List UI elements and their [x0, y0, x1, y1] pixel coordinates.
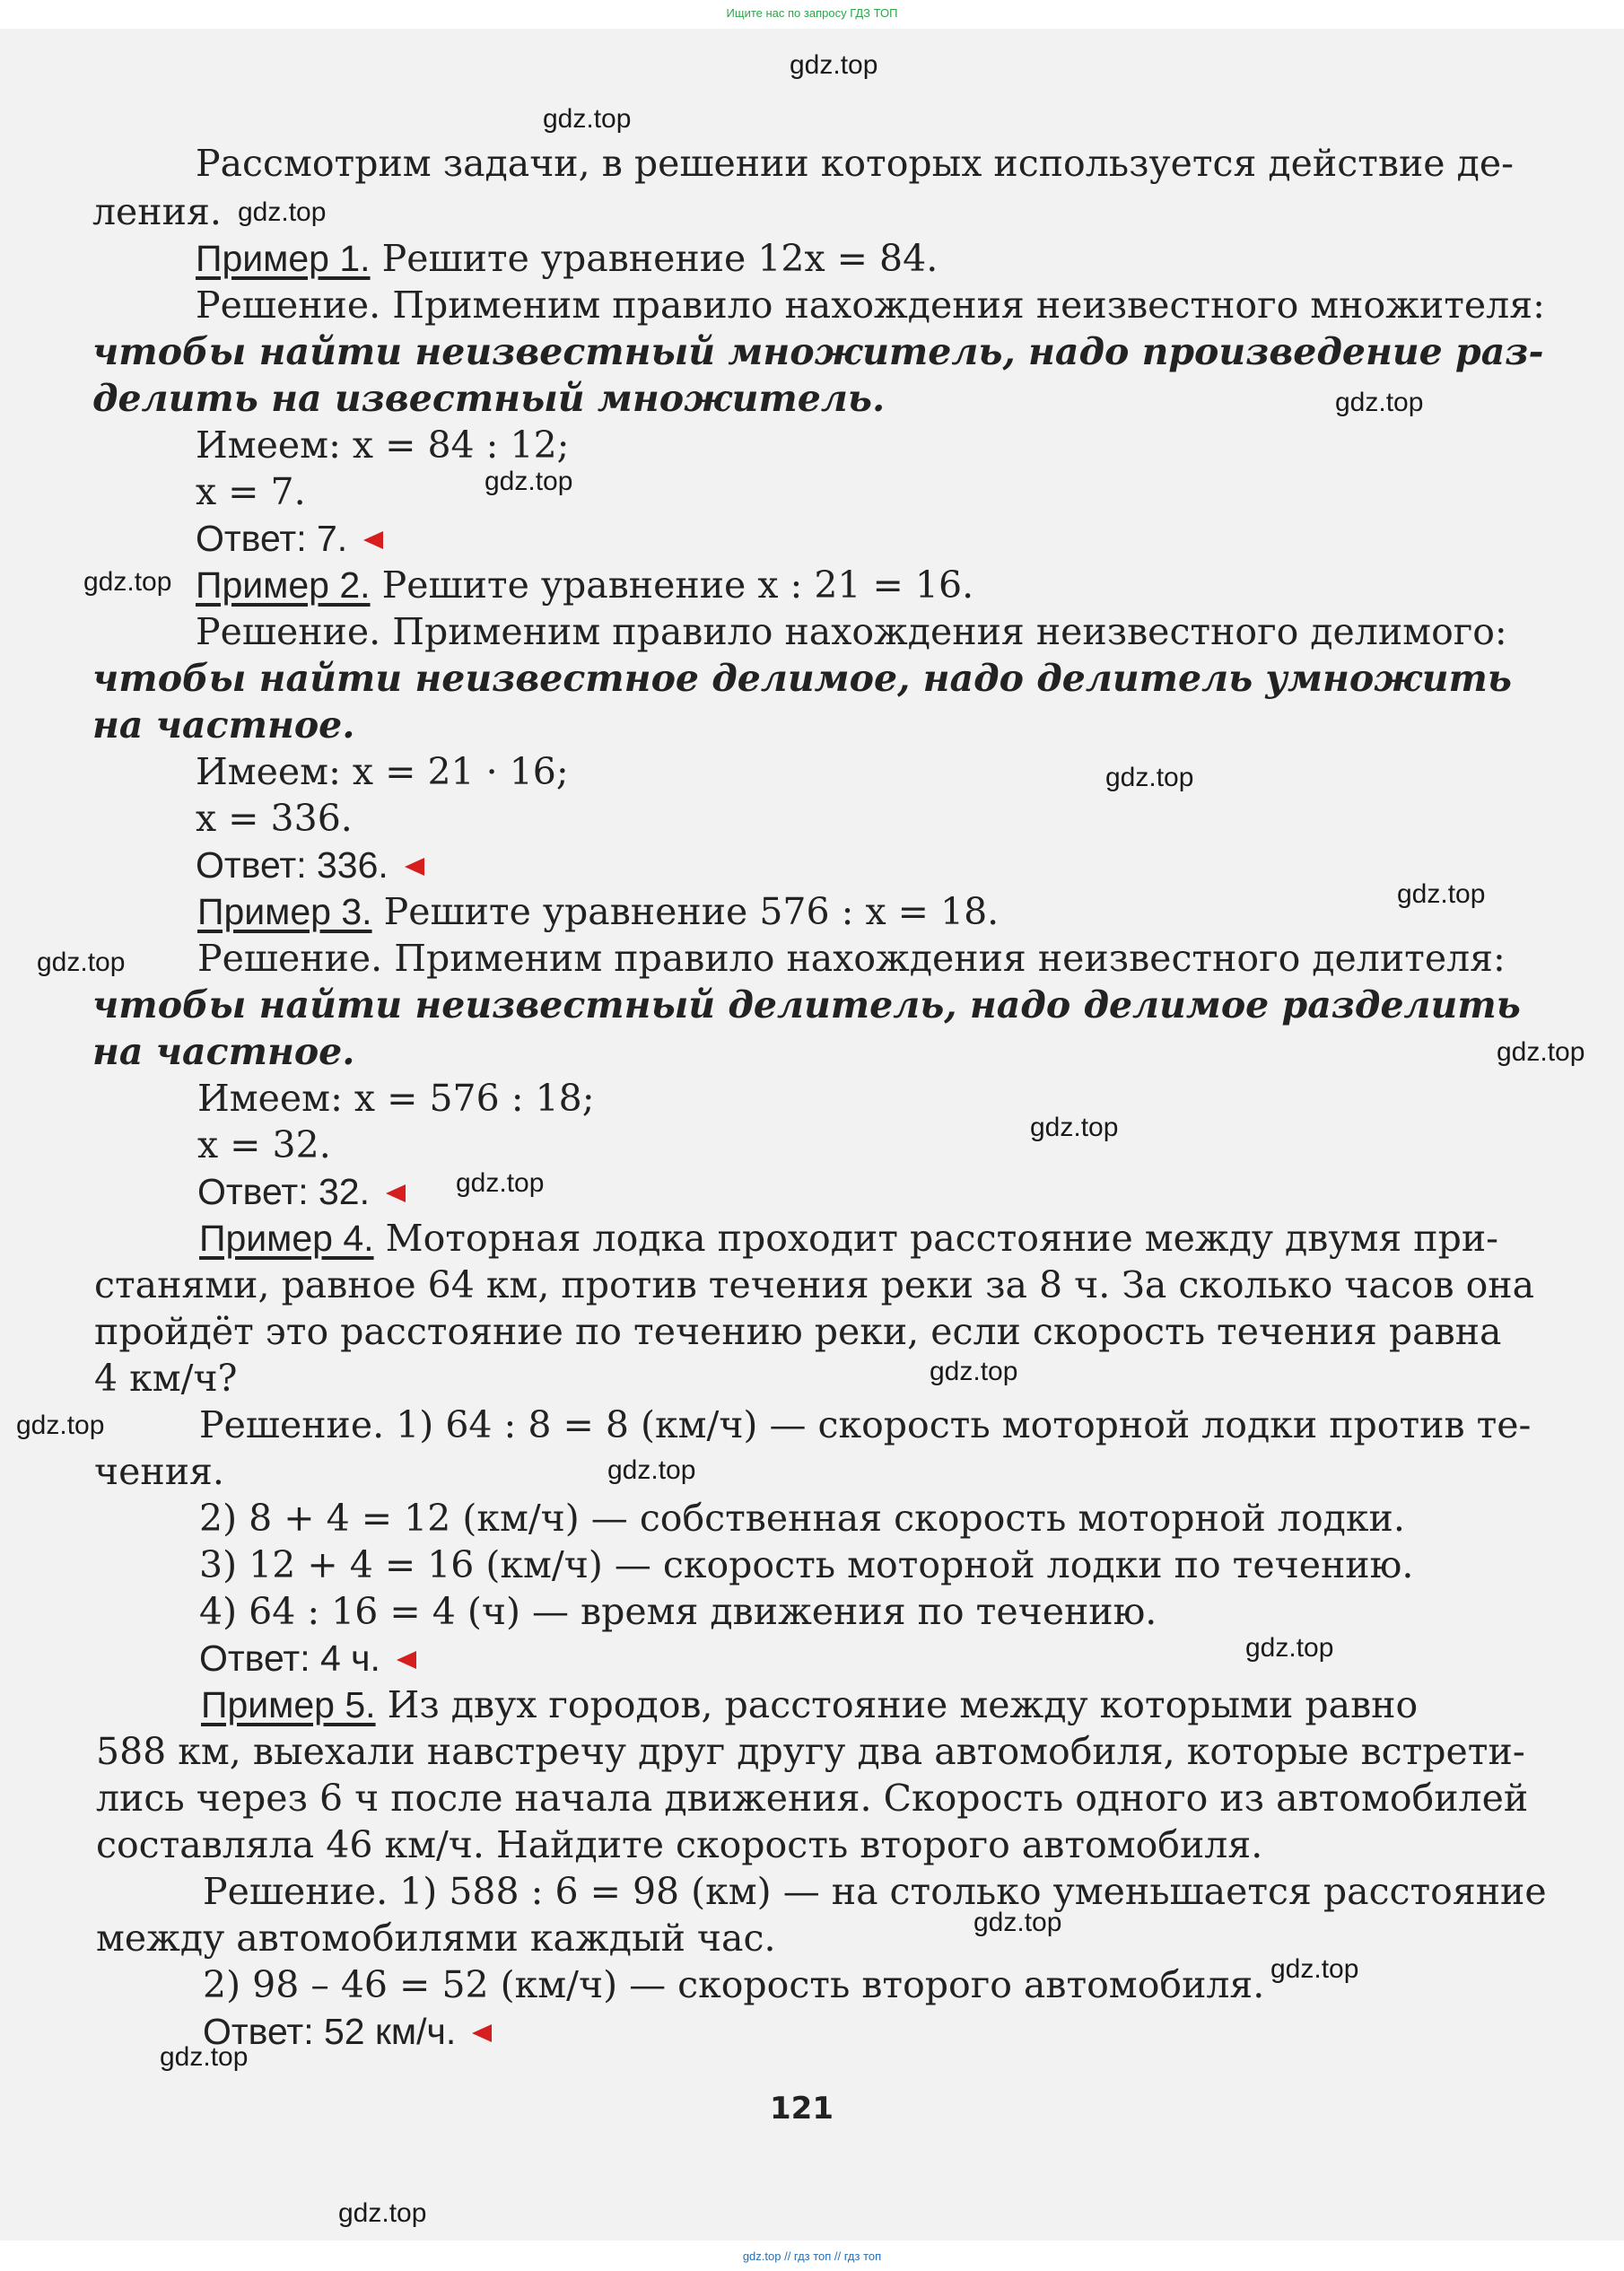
- watermark: gdz.top: [160, 2042, 249, 2072]
- example-5-solution-3: 2) 98 – 46 = 52 (км/ч) — скорость второго автомобиля.: [203, 1963, 1265, 2006]
- watermark: gdz.top: [607, 1455, 696, 1485]
- example-4-solution-1: Решение. 1) 64 : 8 = 8 (км/ч) — скорость моторной лодки против те-: [199, 1403, 1532, 1446]
- example-5-task-2: 588 км, выехали навстречу друг другу два автомобиля, которые встрети-: [96, 1730, 1525, 1773]
- example-2-task: Решите уравнение x : 21 = 16.: [381, 563, 974, 607]
- example-1-label: Пример 1.: [196, 238, 371, 279]
- watermark: gdz.top: [974, 1908, 1062, 1937]
- end-marker-icon: [386, 1184, 406, 1202]
- example-2-answer-line: [196, 842, 424, 888]
- example-4-task-2: станями, равное 64 км, против течения реки за 8 ч. За сколько часов она: [94, 1263, 1535, 1306]
- watermark: gdz.top: [790, 50, 878, 80]
- example-3-rule-1: чтобы найти неизвестный делитель, надо делимое разделить: [92, 983, 1521, 1026]
- example-3-rule-2: на частное.: [92, 1030, 355, 1073]
- example-3-solution: Решение. Применим правило нахождения неизвестного делителя:: [197, 937, 1506, 980]
- page-number: 121: [770, 2091, 834, 2127]
- example-5-answer: Ответ: 52 км/ч.: [203, 2011, 457, 2052]
- watermark: gdz.top: [1270, 1954, 1359, 1984]
- example-3-calc-1: Имеем: x = 576 : 18;: [197, 1077, 595, 1120]
- example-4-solution-5: 4) 64 : 16 = 4 (ч) — время движения по течению.: [199, 1590, 1157, 1633]
- example-3-calc-2: x = 32.: [197, 1123, 331, 1166]
- example-2-rule-1: чтобы найти неизвестное делимое, надо делитель умножить: [92, 657, 1512, 700]
- example-5-solution-2: между автомобилями каждый час.: [96, 1917, 776, 1960]
- top-banner: Ищите нас по запросу ГДЗ ТОП: [726, 6, 898, 20]
- watermark: gdz.top: [543, 104, 632, 134]
- example-4-solution-3: 2) 8 + 4 = 12 (км/ч) — собственная скорость моторной лодки.: [199, 1497, 1405, 1540]
- example-3-heading: [197, 888, 999, 935]
- example-5-heading: [201, 1681, 1418, 1728]
- example-4-label: Пример 4.: [199, 1218, 374, 1259]
- example-3-answer-line: [197, 1168, 406, 1215]
- watermark: gdz.top: [238, 197, 327, 227]
- example-1-answer-line: [196, 515, 383, 562]
- watermark: gdz.top: [1245, 1633, 1334, 1663]
- example-2-solution: Решение. Применим правило нахождения неизвестного делимого:: [196, 610, 1507, 653]
- example-3-label: Пример 3.: [197, 891, 372, 932]
- example-1-solution: Решение. Применим правило нахождения неизвестного множителя:: [196, 284, 1545, 327]
- watermark: gdz.top: [37, 948, 126, 977]
- intro-line-2: ления.: [92, 190, 222, 233]
- watermark: gdz.top: [16, 1411, 105, 1440]
- example-4-answer: Ответ: 4 ч.: [199, 1638, 380, 1679]
- example-1-calc-1: Имеем: x = 84 : 12;: [196, 424, 570, 467]
- watermark: gdz.top: [930, 1357, 1018, 1386]
- watermark: gdz.top: [456, 1168, 545, 1198]
- watermark: gdz.top: [1105, 763, 1194, 792]
- example-3-task: Решите уравнение 576 : x = 18.: [383, 890, 1000, 933]
- example-4-task-1: Моторная лодка проходит расстояние между двумя при-: [385, 1217, 1499, 1260]
- watermark: gdz.top: [1335, 388, 1424, 417]
- watermark: gdz.top: [83, 567, 172, 597]
- example-2-label: Пример 2.: [196, 564, 371, 606]
- watermark: gdz.top: [1497, 1037, 1585, 1067]
- example-4-solution-2: чения.: [94, 1450, 224, 1493]
- example-2-rule-2: на частное.: [92, 703, 355, 747]
- intro-line-1: Рассмотрим задачи, в решении которых используется действие де-: [196, 142, 1514, 185]
- watermark: gdz.top: [1030, 1113, 1119, 1142]
- example-4-answer-line: [199, 1635, 416, 1681]
- watermark: gdz.top: [338, 2198, 427, 2228]
- example-1-answer: Ответ: 7.: [196, 518, 348, 559]
- example-1-rule-1: чтобы найти неизвестный множитель, надо произведение раз-: [92, 330, 1544, 373]
- example-5-task-3: лись через 6 ч после начала движения. Скорость одного из автомобилей: [96, 1777, 1529, 1820]
- end-marker-icon: [397, 1651, 416, 1669]
- example-2-heading: [196, 562, 974, 608]
- example-5-solution-1: Решение. 1) 588 : 6 = 98 (км) — на столько уменьшается расстояние: [203, 1870, 1547, 1913]
- example-1-task: Решите уравнение 12x = 84.: [381, 237, 939, 280]
- example-1-calc-2: x = 7.: [196, 470, 306, 513]
- example-4-task-4: 4 км/ч?: [94, 1357, 238, 1400]
- example-5-task-4: составляла 46 км/ч. Найдите скорость второго автомобиля.: [96, 1823, 1263, 1866]
- example-4-task-3: пройдёт это расстояние по течению реки, если скорость течения равна: [94, 1310, 1502, 1353]
- example-5-task-1: Из двух городов, расстояние между которыми равно: [387, 1683, 1419, 1726]
- example-5-label: Пример 5.: [201, 1684, 376, 1725]
- example-4-heading: [199, 1215, 1498, 1262]
- example-2-calc-2: x = 336.: [196, 797, 353, 840]
- end-marker-icon: [472, 2024, 492, 2042]
- example-1-heading: [196, 235, 938, 282]
- watermark: gdz.top: [485, 467, 573, 496]
- example-4-solution-4: 3) 12 + 4 = 16 (км/ч) — скорость моторной лодки по течению.: [199, 1543, 1414, 1586]
- example-2-answer: Ответ: 336.: [196, 844, 389, 886]
- end-marker-icon: [363, 531, 383, 549]
- example-3-answer: Ответ: 32.: [197, 1171, 370, 1212]
- example-2-calc-1: Имеем: x = 21 · 16;: [196, 750, 569, 793]
- bottom-banner: gdz.top // гдз топ // гдз топ: [742, 2249, 882, 2263]
- watermark: gdz.top: [1397, 879, 1486, 909]
- example-1-rule-2: делить на известный множитель.: [92, 377, 886, 420]
- end-marker-icon: [405, 858, 424, 876]
